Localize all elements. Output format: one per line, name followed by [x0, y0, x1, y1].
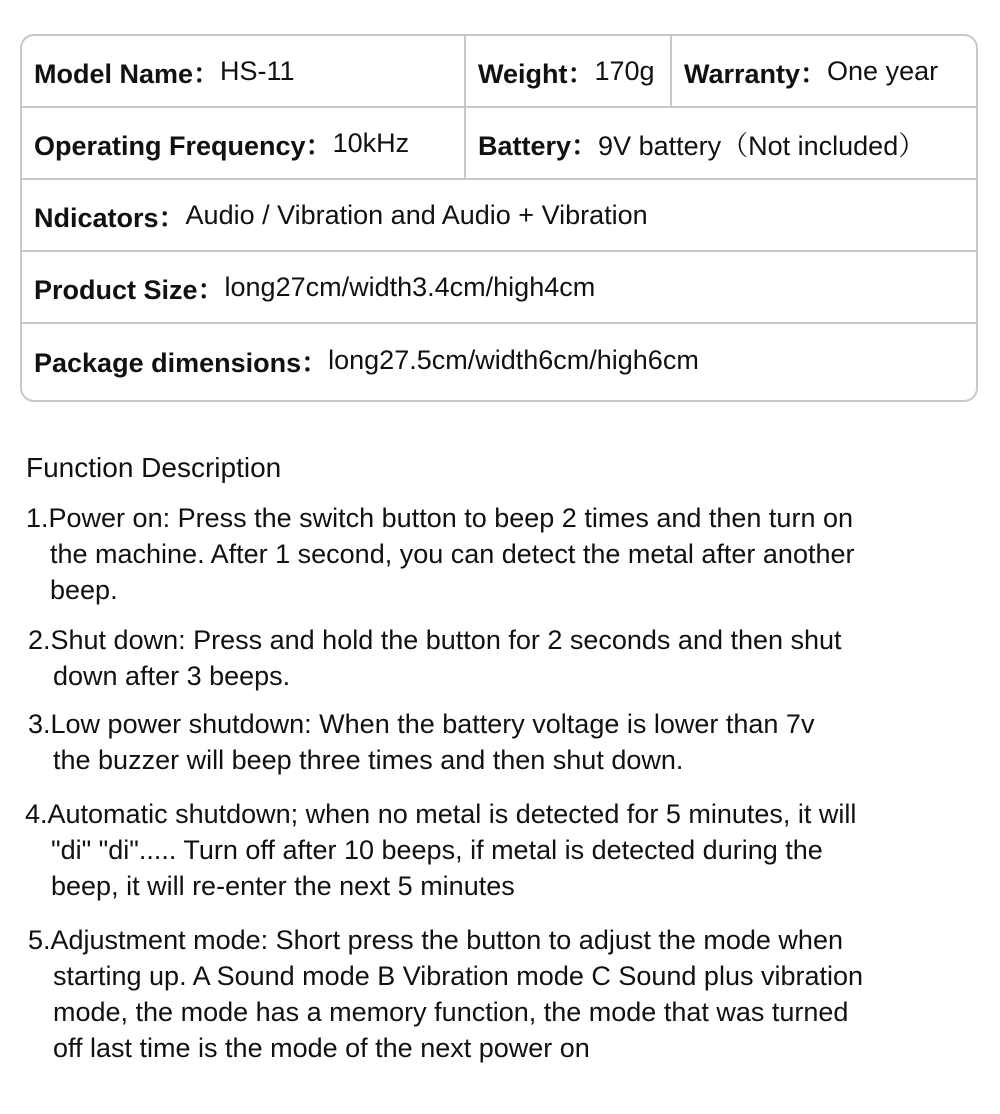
- spec-cell-indicators: [22, 180, 976, 250]
- function-item-line: mode, the mode has a memory function, the mode that was turned: [53, 997, 849, 1027]
- spec-row-package: [22, 324, 976, 396]
- function-item-low-power: [28, 706, 814, 778]
- weight-label: Weight：: [478, 58, 595, 89]
- function-item-line: starting up. A Sound mode B Vibration mode C Sound plus vibration: [53, 961, 864, 991]
- function-item-shut-down: [28, 622, 842, 694]
- function-item-auto-shutdown: [25, 796, 856, 904]
- function-item-line: the machine. After 1 second, you can detect the metal after another: [50, 539, 855, 569]
- indicators-value: Audio / Vibration and Audio + Vibration: [185, 199, 648, 230]
- spec-cell-frequency: [22, 108, 464, 178]
- battery-label: Battery：: [478, 130, 599, 161]
- function-item-line: "di" "di"..... Turn off after 10 beeps, if metal is detected during the: [51, 835, 823, 865]
- function-item-line: beep.: [50, 575, 118, 605]
- function-item-power-on: [26, 500, 855, 608]
- package-label: Package dimensions：: [34, 347, 329, 378]
- function-item-line: off last time is the mode of the next power on: [53, 1033, 590, 1063]
- spec-row-frequency: [22, 108, 976, 180]
- spec-cell-warranty: [670, 36, 976, 106]
- model-value: HS-11: [220, 55, 295, 86]
- frequency-label: Operating Frequency：: [34, 130, 333, 161]
- spec-cell-size: [22, 252, 976, 322]
- size-label: Product Size：: [34, 274, 225, 305]
- function-item-line: down after 3 beeps.: [53, 661, 291, 691]
- indicators-label: Ndicators：: [34, 202, 186, 233]
- spec-cell-package: [22, 324, 976, 396]
- function-item-line: beep, it will re-enter the next 5 minutes: [51, 871, 515, 901]
- spec-cell-model: [22, 36, 464, 106]
- weight-value: 170g: [594, 55, 655, 86]
- spec-cell-weight: [464, 36, 670, 106]
- spec-row-indicators: [22, 180, 976, 252]
- package-value: long27.5cm/width6cm/high6cm: [328, 344, 699, 375]
- function-item-line: 4.Automatic shutdown; when no metal is detected for 5 minutes, it will: [25, 799, 857, 829]
- battery-value: 9V battery（Not included）: [598, 130, 926, 161]
- frequency-value: 10kHz: [332, 127, 410, 158]
- function-item-line: 5.Adjustment mode: Short press the button to adjust the mode when: [28, 925, 843, 955]
- function-item-adjustment-mode: [28, 922, 863, 1066]
- size-value: long27cm/width3.4cm/high4cm: [224, 271, 596, 302]
- function-description-title: Function Description: [26, 452, 282, 483]
- function-item-line: 1.Power on: Press the switch button to beep 2 times and then turn on: [26, 503, 853, 533]
- warranty-label: Warranty：: [684, 58, 828, 89]
- function-item-line: the buzzer will beep three times and then shut down.: [53, 745, 684, 775]
- spec-table: [20, 34, 978, 402]
- function-item-line: 3.Low power shutdown: When the battery voltage is lower than 7v: [28, 709, 815, 739]
- function-item-line: 2.Shut down: Press and hold the button for 2 seconds and then shut: [28, 625, 842, 655]
- warranty-value: One year: [827, 55, 939, 86]
- model-label: Model Name：: [34, 58, 221, 89]
- spec-row-size: [22, 252, 976, 324]
- spec-row-model: [22, 36, 976, 108]
- spec-cell-battery: [464, 108, 976, 178]
